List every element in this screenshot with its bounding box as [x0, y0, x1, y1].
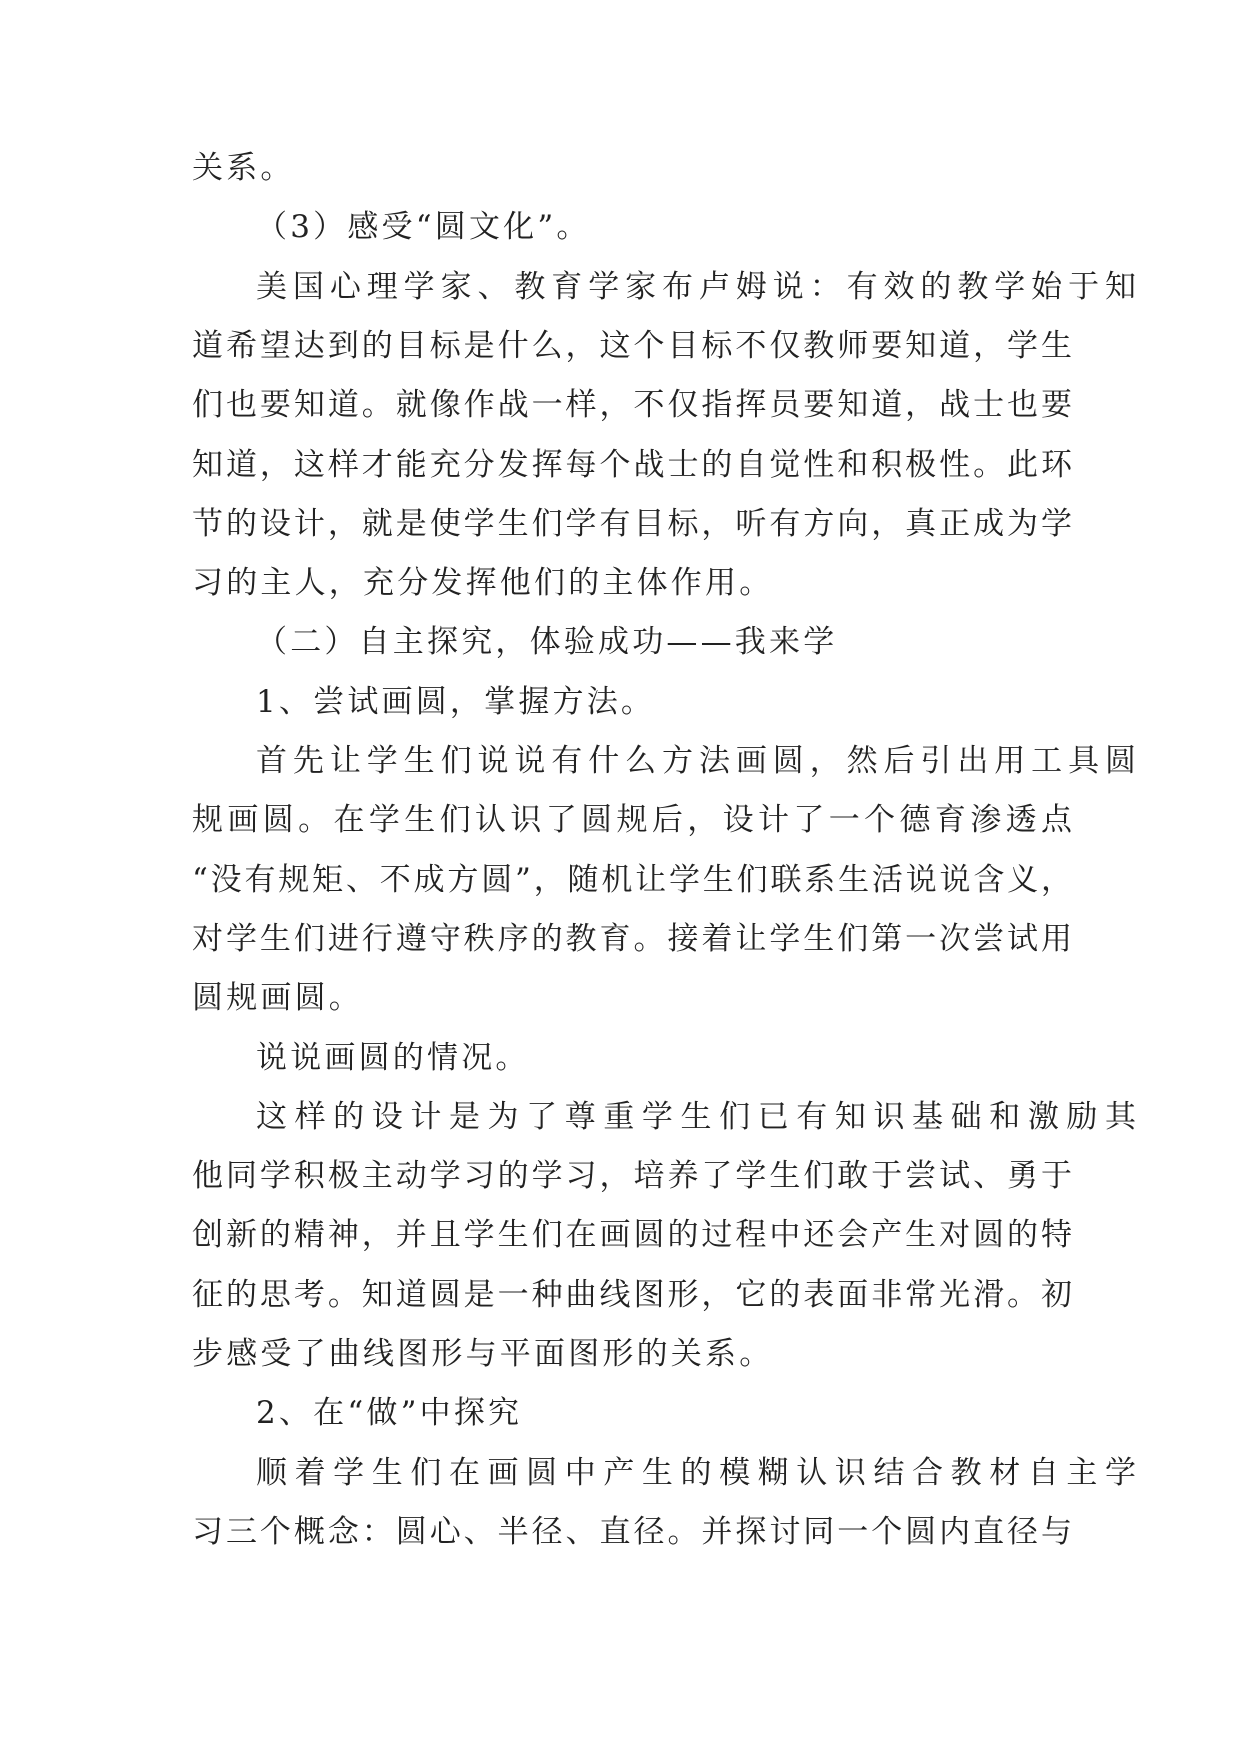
text-line: 说说画圆的情况。: [256, 1040, 530, 1076]
text-line: 习的主人，充分发挥他们的主体作用。: [192, 565, 774, 601]
text-line: 顺着学生们在画圆中产生的模糊认识结合教材自主学: [256, 1455, 1136, 1491]
text-line: 们也要知道。就像作战一样，不仅指挥员要知道，战士也要: [192, 387, 1072, 423]
text-line: 首先让学生们说说有什么方法画圆，然后引出用工具圆: [256, 743, 1136, 779]
text-line: 节的设计，就是使学生们学有目标，听有方向，真正成为学: [192, 506, 1072, 542]
text-line: 征的思考。知道圆是一种曲线图形，它的表面非常光滑。初: [192, 1277, 1072, 1313]
section-heading: （3）感受“圆文化”。: [256, 209, 591, 245]
text-line: 这样的设计是为了尊重学生们已有知识基础和激励其: [256, 1099, 1136, 1135]
text-line: 他同学积极主动学习的学习，培养了学生们敢于尝试、勇于: [192, 1158, 1072, 1194]
text-line: 知道，这样才能充分发挥每个战士的自觉性和积极性。此环: [192, 447, 1072, 483]
text-line: 习三个概念：圆心、半径、直径。并探讨同一个圆内直径与: [192, 1514, 1072, 1550]
text-line: “没有规矩、不成方圆”，随机让学生们联系生活说说含义，: [192, 862, 1072, 898]
text-line: 创新的精神，并且学生们在画圆的过程中还会产生对圆的特: [192, 1217, 1072, 1253]
text-line: 圆规画圆。: [192, 980, 363, 1016]
subsection-heading: 1、尝试画圆，掌握方法。: [256, 684, 656, 720]
text-line: 对学生们进行遵守秩序的教育。接着让学生们第一次尝试用: [192, 921, 1072, 957]
section-heading: （二）自主探究，体验成功——我来学: [256, 624, 838, 660]
text-line: 步感受了曲线图形与平面图形的关系。: [192, 1336, 774, 1372]
text-line: 美国心理学家、教育学家布卢姆说：有效的教学始于知: [256, 269, 1136, 305]
text-line: 规画圆。在学生们认识了圆规后，设计了一个德育渗透点: [192, 802, 1072, 838]
text-line: 关系。: [192, 150, 295, 186]
text-line: 道希望达到的目标是什么，这个目标不仅教师要知道，学生: [192, 328, 1072, 364]
subsection-heading: 2、在“做”中探究: [256, 1395, 523, 1431]
